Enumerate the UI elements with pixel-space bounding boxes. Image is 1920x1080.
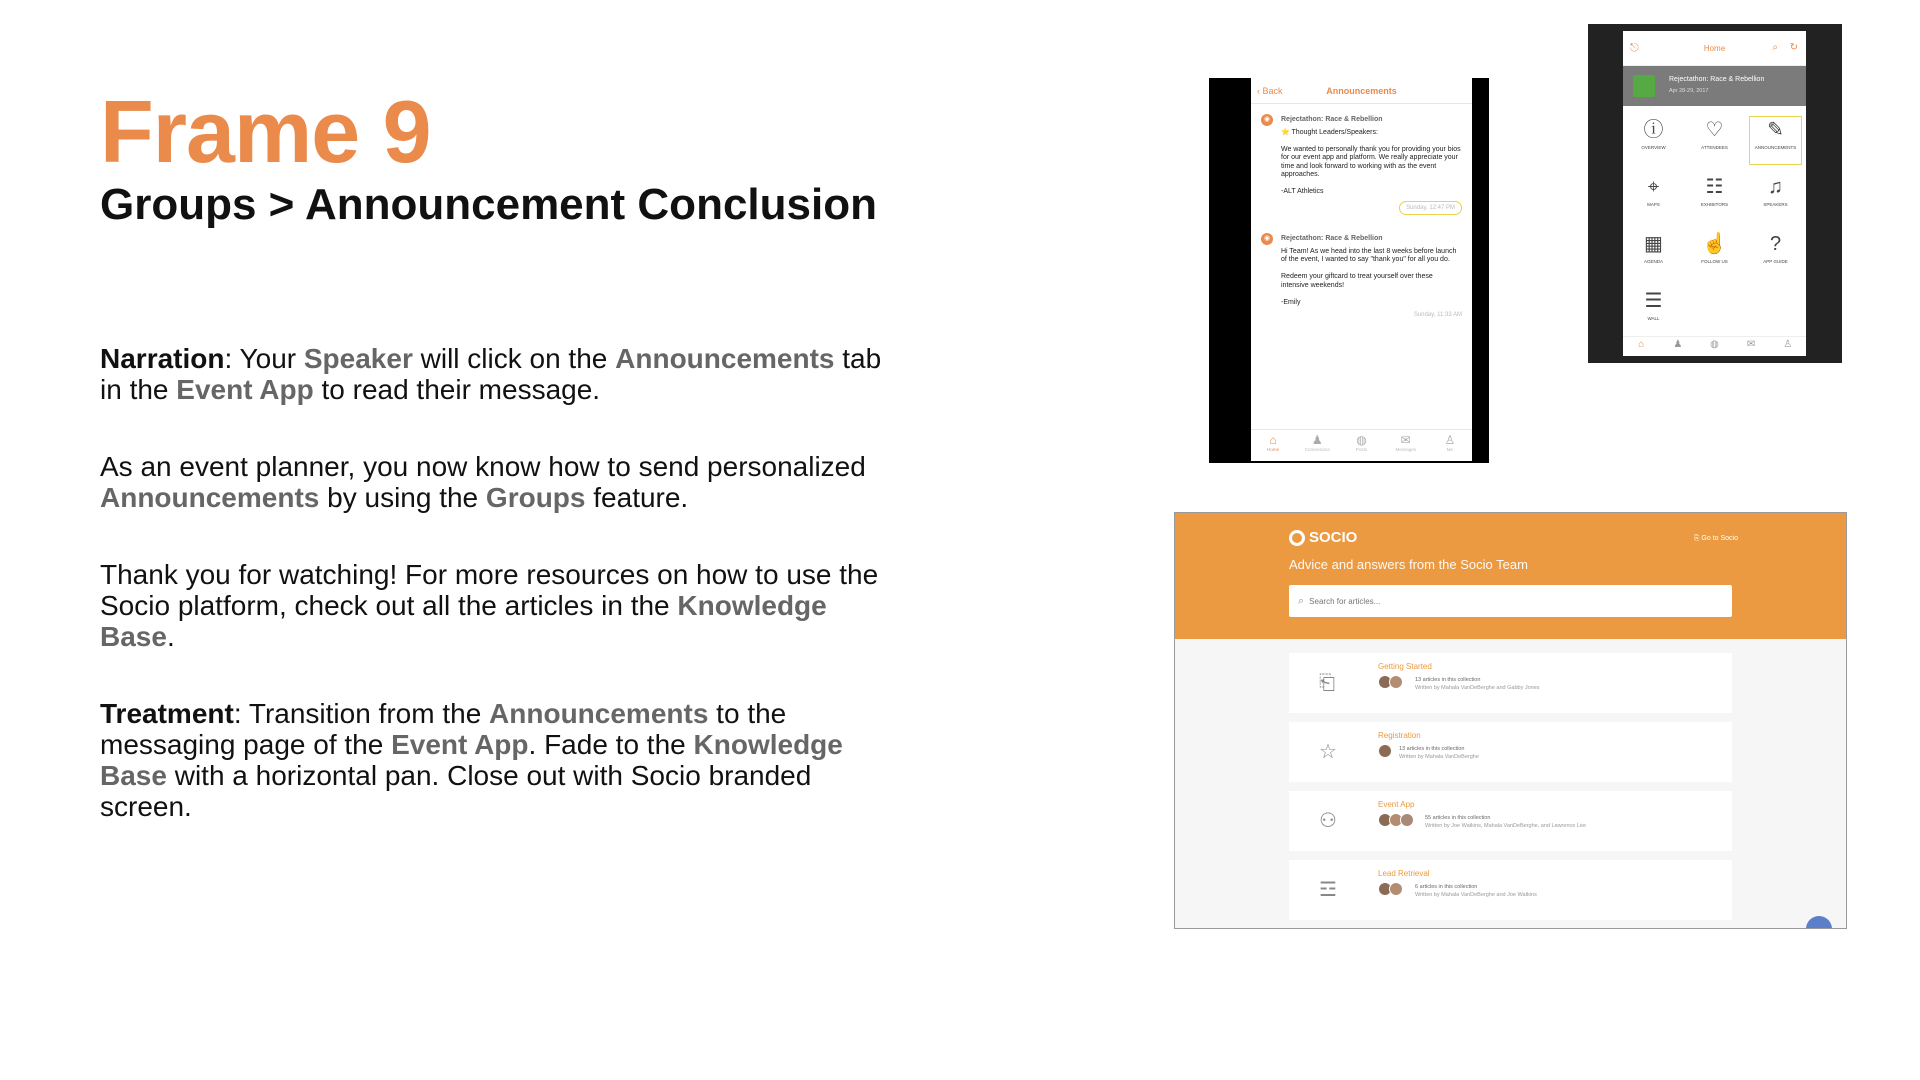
info-icon: ⓘ: [1643, 119, 1664, 141]
article-count: 13 articles in this collection: [1415, 677, 1481, 683]
collection-card[interactable]: [1289, 791, 1732, 851]
avatar: [1389, 882, 1403, 896]
message-time: Sunday, 11:33 AM: [1413, 312, 1462, 318]
tile-announcements[interactable]: [1745, 112, 1806, 169]
tile-maps[interactable]: [1623, 169, 1684, 226]
collection-card[interactable]: [1289, 722, 1732, 782]
tab-label: Me: [1446, 447, 1454, 452]
wall-icon: ☰: [1644, 290, 1663, 312]
article-count: 13 articles in this collection: [1399, 746, 1465, 752]
people-icon[interactable]: ♟: [1673, 339, 1683, 350]
text: will click on the: [412, 343, 616, 374]
text: to read their message.: [313, 374, 601, 405]
posts-icon: ◍: [1356, 433, 1367, 447]
highlight: Speaker: [303, 343, 413, 374]
megaphone-icon: ◉: [1261, 114, 1273, 126]
tile-label: OVERVIEW: [1641, 145, 1666, 150]
tile-label: EXHIBITORS: [1700, 202, 1729, 207]
question-icon: ?: [1769, 233, 1782, 255]
user-icon: ♙: [1444, 433, 1456, 447]
highlight: Knowledge Base: [100, 590, 827, 652]
pen-icon: ✎: [1767, 119, 1784, 141]
collection-title: Event App: [1378, 800, 1415, 809]
chat-icon[interactable]: ✉: [1746, 339, 1756, 350]
text: by using the: [319, 482, 486, 513]
refresh-icon[interactable]: ↻: [1789, 42, 1798, 53]
kb-tagline: Advice and answers from the Socio Team: [1289, 557, 1528, 572]
tile-app-guide[interactable]: [1745, 226, 1806, 283]
tile-exhibitors[interactable]: [1684, 169, 1745, 226]
collection-authors: Written by Mahala VanDeBerghe and Joe Watkins: [1415, 892, 1537, 898]
tab-messages[interactable]: [1384, 430, 1428, 459]
people-icon: ⚇: [1319, 810, 1337, 832]
author-avatars: [1378, 675, 1400, 689]
map-icon: ⌖: [1647, 176, 1660, 198]
thumbs-up-icon: ☝: [1702, 233, 1727, 255]
tile-wall[interactable]: [1623, 283, 1684, 340]
tile-label: ANNOUNCEMENTS: [1754, 145, 1797, 150]
tile-label: SPEAKERS: [1763, 202, 1788, 207]
planner-paragraph: [100, 451, 890, 513]
highlight: Announcements: [100, 482, 320, 513]
tile-label: ATTENDEES: [1701, 145, 1728, 150]
author-avatars: [1378, 813, 1411, 827]
avatar: [1389, 675, 1403, 689]
exit-icon[interactable]: ⎋: [1630, 42, 1639, 54]
avatar: [1378, 744, 1392, 758]
collection-card[interactable]: [1289, 860, 1732, 920]
phone-screenshot: [1209, 78, 1489, 463]
treatment-paragraph: [100, 698, 890, 822]
chat-launcher-button[interactable]: [1806, 916, 1832, 929]
message-title: Rejectathon: Race & Rebellion: [1281, 116, 1383, 123]
collection-list: [1289, 653, 1732, 929]
event-banner[interactable]: [1623, 66, 1806, 106]
event-name: Rejectathon: Race & Rebellion: [1669, 76, 1765, 83]
socio-logo[interactable]: [1289, 529, 1357, 546]
tab-label: Messages: [1395, 447, 1416, 452]
phone-tab-bar: [1251, 429, 1472, 459]
narration-label: Narration: [100, 343, 225, 374]
feature-grid: [1623, 106, 1806, 340]
goto-label: Go to Socio: [1701, 535, 1738, 542]
back-button[interactable]: ‹ Back: [1257, 86, 1283, 96]
text: . Fade to the: [528, 729, 694, 760]
megaphone-icon: ◉: [1261, 233, 1273, 245]
tab-label: Connections: [1304, 447, 1330, 452]
tile-label: MAPS: [1647, 202, 1660, 207]
text: Thank you for watching! For more resources on how to use the Socio platform, check out all the articles in the: [100, 559, 879, 621]
people-icon: ♟: [1311, 433, 1323, 447]
tablet-header: [1623, 31, 1806, 66]
message-body: ⭐ Thought Leaders/Speakers: We wanted to personally thank you for providing your bios for our event app and platform. We really appreciate your time and look forward to working with as the event approaches. -ALT Athletics: [1281, 128, 1461, 195]
narration-paragraph: [100, 343, 890, 405]
collection-title: Registration: [1378, 731, 1421, 740]
id-card-icon: ☲: [1319, 879, 1337, 901]
text: : Your: [224, 343, 304, 374]
tab-label: Home: [1267, 447, 1280, 452]
tile-speakers[interactable]: [1745, 169, 1806, 226]
star-icon: ☆: [1319, 741, 1337, 763]
text: with a horizontal pan. Close out with Socio branded screen.: [100, 760, 812, 822]
tablet-screen: [1623, 31, 1806, 356]
phone-nav-bar: [1251, 78, 1472, 104]
tile-attendees[interactable]: [1684, 112, 1745, 169]
tile-label: FOLLOW US: [1701, 259, 1728, 264]
tab-label: Posts: [1355, 447, 1368, 452]
tablet-title: Home: [1703, 44, 1726, 53]
text: tab in the: [100, 343, 882, 405]
author-avatars: [1378, 882, 1400, 896]
collection-title: Getting Started: [1378, 662, 1432, 671]
treatment-label: Treatment: [100, 698, 234, 729]
article-count: 6 articles in this collection: [1415, 884, 1478, 890]
tab-posts[interactable]: [1339, 430, 1383, 459]
tile-overview[interactable]: [1623, 112, 1684, 169]
text: As an event planner, you now know how to send personalized: [100, 451, 866, 482]
highlight: Event App: [391, 729, 529, 760]
posts-icon[interactable]: ◍: [1710, 339, 1719, 350]
collection-card[interactable]: [1289, 653, 1732, 713]
highlight: Event App: [176, 374, 314, 405]
kb-header: [1175, 513, 1846, 639]
slide-subtitle: Groups > Announcement Conclusion: [100, 180, 877, 229]
home-icon: ⌂: [1269, 433, 1277, 447]
tile-agenda[interactable]: [1623, 226, 1684, 283]
announcement-message[interactable]: [1251, 114, 1472, 215]
search-icon: ⌕: [1298, 594, 1305, 607]
search-icon[interactable]: ⌕: [1772, 42, 1778, 53]
back-label: Back: [1262, 86, 1283, 96]
tablet-tab-bar: [1623, 336, 1806, 356]
announcement-message[interactable]: [1251, 233, 1472, 320]
message-body: Hi Team! As we head into the last 8 weeks before launch of the event, I wanted to say "thank you" for all you do. Redeem your giftcard to treat yourself over these intensive weekends! -Emily: [1281, 247, 1457, 306]
message-time: Sunday, 12:47 PM: [1399, 201, 1462, 216]
text: : Transition from the: [233, 698, 490, 729]
knowledge-base-screenshot: [1174, 512, 1847, 929]
text: to the messaging page of the: [100, 698, 787, 760]
logo-text: SOCIO: [1309, 529, 1358, 546]
go-to-socio-link[interactable]: ⎘ Go to Socio: [1693, 535, 1738, 542]
collection-authors: Written by Mahala VanDeBerghe: [1399, 754, 1479, 760]
tab-connections[interactable]: [1295, 430, 1339, 459]
highlight: Knowledge Base: [100, 729, 843, 791]
phone-nav-title: Announcements: [1326, 86, 1397, 96]
search-input[interactable]: [1309, 597, 1689, 606]
socio-logo-icon: [1289, 530, 1305, 546]
collection-authors: Written by Mahala VanDeBerghe and Gabby Jones: [1415, 685, 1540, 691]
author-avatars: [1378, 744, 1389, 758]
event-date: Apr 28-29, 2017: [1669, 88, 1709, 94]
home-icon[interactable]: ⌂: [1638, 339, 1645, 350]
tile-label: AGENDA: [1643, 259, 1663, 264]
speaker-icon: ♫: [1768, 176, 1783, 198]
tab-me[interactable]: [1428, 430, 1472, 459]
tab-home[interactable]: [1251, 430, 1295, 459]
kb-search-box[interactable]: [1289, 585, 1732, 617]
tile-label: WALL: [1647, 316, 1660, 321]
slide-title: Frame 9: [100, 82, 431, 181]
user-icon[interactable]: ♙: [1783, 339, 1793, 350]
chat-icon: ✉: [1400, 433, 1411, 447]
collection-authors: Written by Joe Watkins, Mahala VanDeBerghe, and Lawrence Lee: [1425, 823, 1587, 829]
text: .: [166, 621, 175, 652]
avatar: [1400, 813, 1414, 827]
calendar-icon: ▦: [1644, 233, 1663, 255]
event-logo: [1633, 75, 1655, 97]
tile-follow-us[interactable]: [1684, 226, 1745, 283]
thanks-paragraph: [100, 559, 890, 652]
collection-title: Lead Retrieval: [1378, 869, 1430, 878]
message-title: Rejectathon: Race & Rebellion: [1281, 235, 1383, 242]
highlight: Announcements: [489, 698, 709, 729]
phone-screen: [1251, 78, 1472, 463]
tile-label: APP GUIDE: [1763, 259, 1788, 264]
handshake-icon: ♡: [1705, 119, 1724, 141]
badge-icon: ☷: [1705, 176, 1724, 198]
highlight: Announcements: [615, 343, 835, 374]
highlight: Groups: [485, 482, 586, 513]
article-count: 55 articles in this collection: [1425, 815, 1491, 821]
bookmark-icon: ⎗: [1319, 672, 1335, 694]
tablet-screenshot: [1588, 24, 1842, 363]
text: feature.: [585, 482, 689, 513]
